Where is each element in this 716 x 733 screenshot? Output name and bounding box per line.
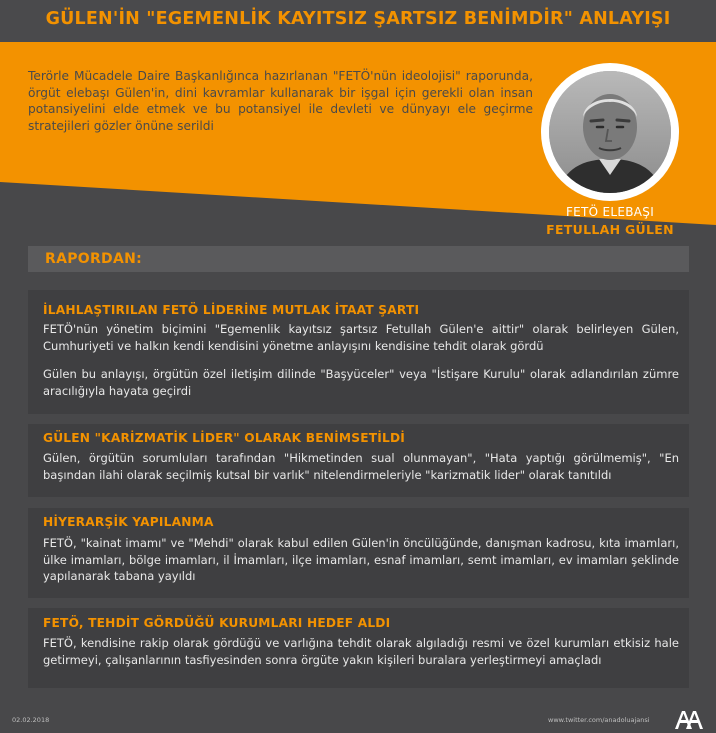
report-heading: RAPORDAN: (45, 251, 143, 267)
footer-twitter-link[interactable]: www.twitter.com/anadoluajansi (548, 716, 650, 724)
section-paragraph: Gülen bu anlayışı, örgütün özel iletişim dilinde "Başyüceler" veya "İstişare Kurulu" olarak adlandırılan zümre aracılığıyla hayata geçirdi (43, 367, 679, 398)
section-title: FETÖ, TEHDİT GÖRDÜĞÜ KURUMLARI HEDEF ALDI (43, 616, 391, 630)
section-paragraph: FETÖ, "kainat imamı" ve "Mehdi" olarak kabul edilen Gülen'in öncülüğünde, danışman kadrosu, kıta imamları, ülke imamları, bölge imamları, il İmamları, ilçe imamları, esnaf imamları, semt imamları, ev imamları şeklinde yapılanarak tabana yayıldı (43, 536, 679, 583)
footer-date: 02.02.2018 (12, 716, 50, 724)
section-title: GÜLEN "KARİZMATİK LİDER" OLARAK BENİMSETİLDİ (43, 431, 405, 445)
aa-logo-icon (674, 708, 704, 730)
section-paragraph: FETÖ, kendisine rakip olarak gördüğü ve varlığına tehdit olarak algıladığı resmi ve özel kurumları etkisiz hale getirmeyi, çalışanlarının tasfiyesinden sonra örgüte yakın kişileri buralara yerleştirmeyi amaçladı (43, 636, 679, 667)
portrait-caption-name: FETULLAH GÜLEN (546, 222, 674, 237)
section-paragraph: FETÖ'nün yönetim biçimini "Egemenlik kayıtsız şartsız Fetullah Gülen'e aittir" olarak belirleyen Gülen, Cumhuriyeti ve halkın kendi kendisini yönetme anlayışını kendisine tehdit olarak gördü (43, 322, 679, 353)
portrait-photo (549, 71, 671, 193)
section-title: İLAHLAŞTIRILAN FETÖ LİDERİNE MUTLAK İTAAT ŞARTI (43, 303, 420, 317)
section-paragraph: Gülen, örgütün sorumluları tarafından "Hikmetinden sual olunmayan", "Hata yaptığı görülmemiş", "En başından ilahi olarak seçilmiş kutsal bir varlık" nitelendirmeleriyle "karizmatik lider" olarak tanıtıldı (43, 451, 679, 482)
page-title: GÜLEN'İN "EGEMENLİK KAYITSIZ ŞARTSIZ BENİMDİR" ANLAYIŞI (45, 9, 671, 29)
section-title: HİYERARŞİK YAPILANMA (43, 515, 214, 529)
portrait-caption-label: FETÖ ELEBAŞI (565, 205, 655, 219)
intro-text: Terörle Mücadele Daire Başkanlığınca hazırlanan "FETÖ'nün ideolojisi" raporunda, örgüt elebaşı Gülen'in, dini kavramlar kullanarak bir işgal için gerekli olan insan potansiyelini elde etmek ve bu potansiyel ile devleti ve dünyayı ele geçirme stratejileri gözler önüne serildi (28, 69, 533, 133)
portrait-illustration (549, 71, 671, 193)
